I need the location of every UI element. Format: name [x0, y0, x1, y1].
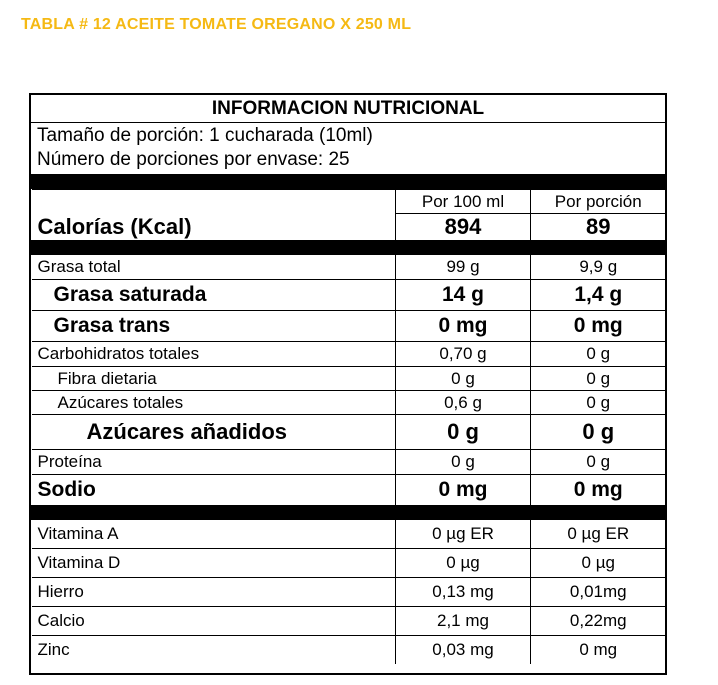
micronutrient-label: Calcio	[32, 607, 396, 636]
micronutrient-label: Vitamina A	[32, 520, 396, 549]
col-per-serving: Por porción	[531, 190, 666, 214]
nutrient-per-100: 14 g	[396, 280, 531, 311]
micronutrient-label: Hierro	[32, 578, 396, 607]
micronutrient-per-100: 0,03 mg	[396, 636, 531, 665]
micronutrient-per-serving: 0 mg	[531, 636, 666, 665]
micronutrient-row	[32, 636, 666, 665]
nutrient-per-100: 0,70 g	[396, 342, 531, 367]
nutrient-row	[32, 311, 666, 342]
nutrient-row	[32, 255, 666, 280]
nutrient-row	[32, 475, 666, 506]
nutrient-per-serving: 0 g	[531, 391, 666, 415]
nutrient-row	[32, 280, 666, 311]
micronutrient-per-100: 2,1 mg	[396, 607, 531, 636]
column-header-row	[32, 190, 666, 214]
nutrient-per-serving: 0 mg	[531, 475, 666, 506]
nutrient-per-100: 0 mg	[396, 311, 531, 342]
col-per-100: Por 100 ml	[396, 190, 531, 214]
micronutrient-per-100: 0 µg ER	[396, 520, 531, 549]
micronutrient-per-serving: 0,22mg	[531, 607, 666, 636]
nutrient-per-100: 0 mg	[396, 475, 531, 506]
separator-bar	[32, 506, 666, 520]
nutrient-label: Proteína	[32, 450, 396, 475]
separator-bar	[31, 174, 665, 189]
nutrient-per-serving: 0 g	[531, 415, 666, 450]
micronutrient-row	[32, 607, 666, 636]
micronutrient-per-serving: 0 µg	[531, 549, 666, 578]
micronutrient-per-serving: 0 µg ER	[531, 520, 666, 549]
nutrient-row	[32, 391, 666, 415]
document-title: TABLA # 12 ACEITE TOMATE OREGANO X 250 ML	[21, 16, 412, 33]
nutrition-heading: INFORMACION NUTRICIONAL	[31, 95, 665, 123]
micronutrient-row	[32, 578, 666, 607]
header-blank	[32, 190, 396, 214]
nutrition-table	[31, 189, 666, 664]
nutrient-label: Azúcares añadidos	[32, 415, 396, 450]
nutrient-per-100: 0,6 g	[396, 391, 531, 415]
nutrition-facts-panel	[29, 93, 667, 675]
micronutrient-row	[32, 549, 666, 578]
nutrient-row	[32, 415, 666, 450]
nutrient-per-serving: 0 g	[531, 342, 666, 367]
calories-per-100: 894	[396, 214, 531, 241]
micronutrient-label: Zinc	[32, 636, 396, 665]
nutrient-label: Grasa total	[32, 255, 396, 280]
serving-size: Tamaño de porción: 1 cucharada (10ml)	[37, 125, 373, 146]
nutrient-per-serving: 0 g	[531, 450, 666, 475]
nutrient-row	[32, 450, 666, 475]
nutrient-per-100: 0 g	[396, 450, 531, 475]
nutrient-label: Sodio	[32, 475, 396, 506]
nutrient-per-100: 99 g	[396, 255, 531, 280]
nutrient-per-serving: 0 mg	[531, 311, 666, 342]
nutrient-label: Grasa saturada	[32, 280, 396, 311]
nutrient-label: Grasa trans	[32, 311, 396, 342]
nutrient-per-serving: 9,9 g	[531, 255, 666, 280]
micronutrient-row	[32, 520, 666, 549]
nutrient-label: Carbohidratos totales	[32, 342, 396, 367]
micronutrient-per-100: 0,13 mg	[396, 578, 531, 607]
nutrient-per-100: 0 g	[396, 367, 531, 391]
nutrient-row	[32, 342, 666, 367]
micronutrient-per-serving: 0,01mg	[531, 578, 666, 607]
nutrient-row	[32, 367, 666, 391]
nutrient-label: Fibra dietaria	[32, 367, 396, 391]
nutrient-per-serving: 0 g	[531, 367, 666, 391]
calories-row	[32, 214, 666, 241]
calories-label: Calorías (Kcal)	[32, 214, 396, 241]
calories-per-serving: 89	[531, 214, 666, 241]
servings-per-container: Número de porciones por envase: 25	[37, 149, 350, 170]
micronutrient-label: Vitamina D	[32, 549, 396, 578]
nutrient-per-100: 0 g	[396, 415, 531, 450]
micronutrient-per-100: 0 µg	[396, 549, 531, 578]
nutrient-label: Azúcares totales	[32, 391, 396, 415]
separator-bar	[32, 241, 666, 255]
nutrient-per-serving: 1,4 g	[531, 280, 666, 311]
